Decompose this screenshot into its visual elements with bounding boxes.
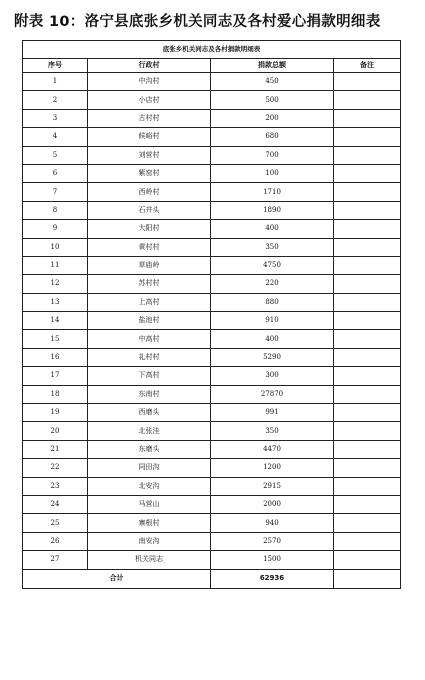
- cell-village: 东南村: [88, 385, 211, 403]
- cell-village: 同田沟: [88, 459, 211, 477]
- cell-note: [334, 477, 401, 495]
- cell-village: 上高村: [88, 293, 211, 311]
- cell-amount: 680: [211, 128, 334, 146]
- cell-note: [334, 73, 401, 91]
- cell-amount: 5290: [211, 348, 334, 366]
- cell-village: 苏村村: [88, 275, 211, 293]
- cell-village: 下高村: [88, 367, 211, 385]
- cell-note: [334, 367, 401, 385]
- cell-village: 西岭村: [88, 183, 211, 201]
- cell-amount: 27870: [211, 385, 334, 403]
- cell-no: 24: [23, 495, 88, 513]
- cell-note: [334, 91, 401, 109]
- cell-amount: 2570: [211, 532, 334, 550]
- cell-note: [334, 164, 401, 182]
- table-row: [23, 312, 401, 330]
- cell-no: 4: [23, 128, 88, 146]
- table-row: [23, 183, 401, 201]
- cell-village: 盐池村: [88, 312, 211, 330]
- cell-amount: 1890: [211, 201, 334, 219]
- cell-note: [334, 348, 401, 366]
- cell-village: 大阳村: [88, 220, 211, 238]
- cell-amount: 991: [211, 404, 334, 422]
- cell-amount: 940: [211, 514, 334, 532]
- cell-village: 北张洼: [88, 422, 211, 440]
- table-row: [23, 514, 401, 532]
- cell-no: 3: [23, 109, 88, 127]
- cell-village: 机关同志: [88, 551, 211, 569]
- cell-note: [334, 146, 401, 164]
- cell-no: 15: [23, 330, 88, 348]
- total-amount: 62936: [211, 569, 334, 588]
- table-row: [23, 348, 401, 366]
- cell-amount: 2000: [211, 495, 334, 513]
- cell-village: 东磨头: [88, 440, 211, 458]
- cell-amount: 400: [211, 330, 334, 348]
- cell-amount: 500: [211, 91, 334, 109]
- cell-no: 26: [23, 532, 88, 550]
- cell-note: [334, 551, 401, 569]
- cell-village: 南安沟: [88, 532, 211, 550]
- cell-village: 候峪村: [88, 128, 211, 146]
- cell-village: 草庙岭: [88, 256, 211, 274]
- table-row: [23, 532, 401, 550]
- cell-note: [334, 275, 401, 293]
- cell-village: 紫窑村: [88, 164, 211, 182]
- cell-no: 12: [23, 275, 88, 293]
- header-no: 序号: [23, 59, 88, 73]
- table-row: [23, 275, 401, 293]
- table-caption-row: [23, 41, 401, 59]
- table-row: [23, 367, 401, 385]
- cell-no: 18: [23, 385, 88, 403]
- total-label: 合计: [23, 569, 211, 588]
- cell-village: 中沟村: [88, 73, 211, 91]
- cell-no: 11: [23, 256, 88, 274]
- cell-note: [334, 404, 401, 422]
- cell-no: 5: [23, 146, 88, 164]
- cell-amount: 1500: [211, 551, 334, 569]
- cell-amount: 300: [211, 367, 334, 385]
- cell-note: [334, 312, 401, 330]
- table-row: [23, 440, 401, 458]
- table-row: [23, 422, 401, 440]
- cell-no: 14: [23, 312, 88, 330]
- cell-amount: 350: [211, 422, 334, 440]
- cell-no: 27: [23, 551, 88, 569]
- cell-amount: 2915: [211, 477, 334, 495]
- cell-village: 礼村村: [88, 348, 211, 366]
- total-note: [334, 569, 401, 588]
- cell-note: [334, 128, 401, 146]
- cell-village: 寨根村: [88, 514, 211, 532]
- table-row: [23, 477, 401, 495]
- cell-note: [334, 109, 401, 127]
- cell-no: 21: [23, 440, 88, 458]
- cell-no: 7: [23, 183, 88, 201]
- cell-amount: 910: [211, 312, 334, 330]
- cell-note: [334, 201, 401, 219]
- cell-note: [334, 330, 401, 348]
- table-row: [23, 238, 401, 256]
- cell-village: 中高村: [88, 330, 211, 348]
- cell-no: 17: [23, 367, 88, 385]
- header-note: 备注: [334, 59, 401, 73]
- cell-village: 古村村: [88, 109, 211, 127]
- cell-note: [334, 220, 401, 238]
- cell-note: [334, 532, 401, 550]
- cell-village: 刘营村: [88, 146, 211, 164]
- cell-amount: 4470: [211, 440, 334, 458]
- total-row: [23, 569, 401, 588]
- cell-village: 马营山: [88, 495, 211, 513]
- table-row: [23, 201, 401, 219]
- cell-village: 石井头: [88, 201, 211, 219]
- cell-no: 22: [23, 459, 88, 477]
- cell-no: 1: [23, 73, 88, 91]
- cell-note: [334, 256, 401, 274]
- table-row: [23, 164, 401, 182]
- table-row: [23, 256, 401, 274]
- cell-no: 16: [23, 348, 88, 366]
- table-row: [23, 459, 401, 477]
- cell-amount: 220: [211, 275, 334, 293]
- cell-no: 19: [23, 404, 88, 422]
- cell-note: [334, 238, 401, 256]
- cell-amount: 450: [211, 73, 334, 91]
- cell-amount: 100: [211, 164, 334, 182]
- cell-no: 10: [23, 238, 88, 256]
- cell-note: [334, 422, 401, 440]
- table-caption: 底张乡机关同志及各村捐款明细表: [23, 41, 401, 59]
- cell-amount: 350: [211, 238, 334, 256]
- cell-no: 23: [23, 477, 88, 495]
- table-row: [23, 220, 401, 238]
- table-row: [23, 495, 401, 513]
- table-row: [23, 146, 401, 164]
- cell-no: 20: [23, 422, 88, 440]
- cell-no: 13: [23, 293, 88, 311]
- cell-note: [334, 459, 401, 477]
- cell-village: 黄村村: [88, 238, 211, 256]
- cell-no: 9: [23, 220, 88, 238]
- cell-note: [334, 495, 401, 513]
- table-row: [23, 385, 401, 403]
- table-row: [23, 91, 401, 109]
- cell-amount: 700: [211, 146, 334, 164]
- table-row: [23, 293, 401, 311]
- table-row: [23, 128, 401, 146]
- cell-amount: 1200: [211, 459, 334, 477]
- cell-no: 2: [23, 91, 88, 109]
- cell-note: [334, 293, 401, 311]
- cell-note: [334, 183, 401, 201]
- cell-note: [334, 385, 401, 403]
- table-row: [23, 404, 401, 422]
- cell-amount: 4750: [211, 256, 334, 274]
- table-row: [23, 551, 401, 569]
- cell-village: 小店村: [88, 91, 211, 109]
- cell-village: 北安沟: [88, 477, 211, 495]
- cell-note: [334, 440, 401, 458]
- cell-amount: 880: [211, 293, 334, 311]
- table-header-row: [23, 59, 401, 73]
- cell-amount: 200: [211, 109, 334, 127]
- donation-table: [22, 40, 401, 589]
- page-title: 附表 10：洛宁县底张乡机关同志及各村爱心捐款明细表: [14, 14, 381, 30]
- table-row: [23, 109, 401, 127]
- cell-amount: 1710: [211, 183, 334, 201]
- header-amount: 捐款总额: [211, 59, 334, 73]
- cell-no: 8: [23, 201, 88, 219]
- cell-note: [334, 514, 401, 532]
- cell-amount: 400: [211, 220, 334, 238]
- table-row: [23, 73, 401, 91]
- header-village: 行政村: [88, 59, 211, 73]
- cell-no: 25: [23, 514, 88, 532]
- cell-no: 6: [23, 164, 88, 182]
- cell-village: 西磨头: [88, 404, 211, 422]
- table-row: [23, 330, 401, 348]
